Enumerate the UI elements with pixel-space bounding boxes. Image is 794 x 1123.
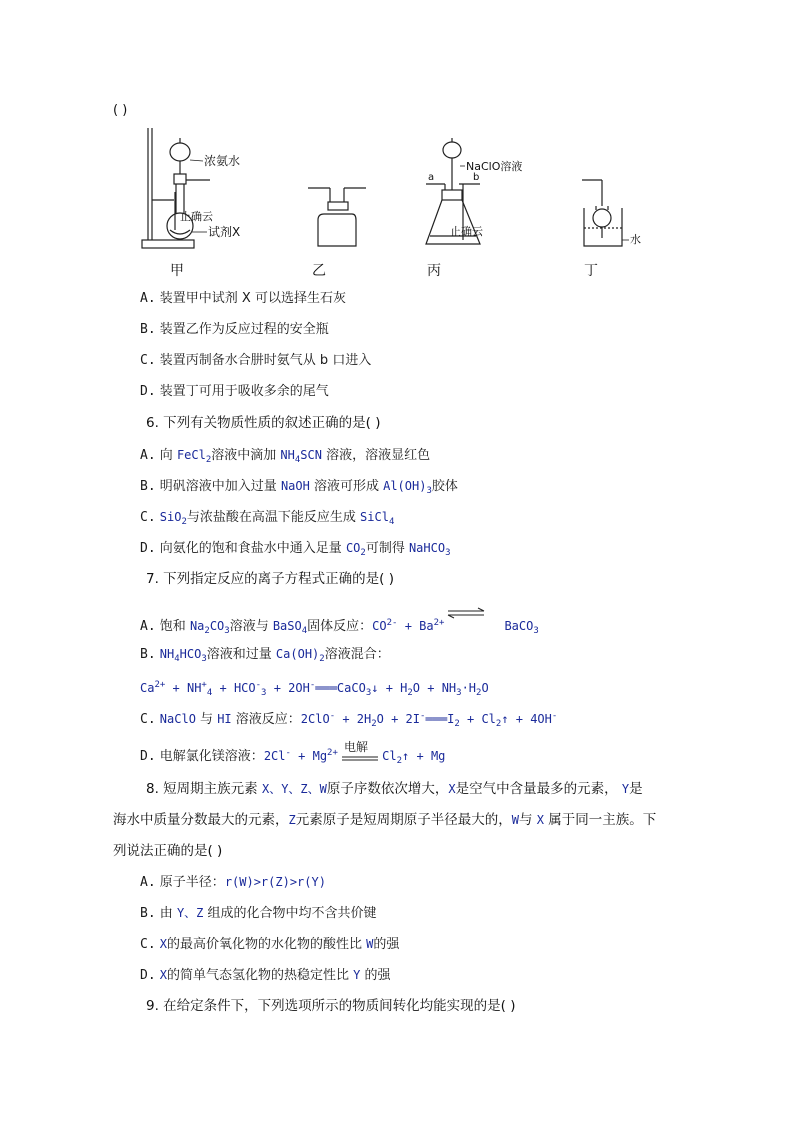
q7-option-b: B. $NH_4HCO_3$溶液和过量 $Ca(OH)_2$溶液混合： (140, 647, 390, 664)
q5-option-c: C. 装置丙制备水合肼时氨气从 b 口进入 (140, 353, 372, 368)
q8-stem-line3: 列说法正确的是( ) (113, 843, 223, 859)
q5-option-b: B. 装置乙作为反应过程的安全瓶 (140, 322, 329, 337)
caption-jia: 甲 (170, 263, 184, 279)
label-bing-mid: 止确云 (450, 225, 483, 238)
q6-option-b: B. 明矾溶液中加入过量 NaOH 溶液可形成 $Al(OH)_3$胶体 (140, 479, 458, 496)
q5-option-d: D. 装置丁可用于吸收多余的尾气 (140, 384, 329, 399)
reversible-arrow-icon (444, 620, 504, 634)
q8-stem-line1: 8. 短周期主族元素 X、Y、Z、W原子序数依次增大，X是空气中含量最多的元素， Y是 (146, 781, 643, 797)
q8-option-d: D. X的简单气态氢化物的热稳定性比 Y 的强 (140, 968, 391, 983)
apparatus-yi (308, 188, 366, 246)
apparatus-ding (582, 180, 622, 246)
apparatus-drawing (130, 128, 650, 278)
q8-option-c: C. X的最高价氧化物的水化物的酸性比 W的强 (140, 937, 400, 952)
q7-option-b-equation: $Ca^{2+} + NH^+_4 + HCO^-_3$ + 2OH-═══CaCO$_3$↓ + $H_2O + NH_3\cdot H_2O$ (140, 680, 489, 698)
q7-option-c: C. NaClO 与 HI 溶液反应：$2ClO^- + 2H_2O$ + $2I^-═══I_2$ + $Cl_2↑ + 4OH^-$ (140, 711, 558, 729)
q7-option-a: A. 饱和 $Na_2CO_3$溶液与 BaSO$_4$固体反应：$CO^{2-} + Ba^{2+}$ BaCO$_3$ (140, 614, 539, 640)
q6-stem: 6. 下列有关物质性质的叙述正确的是( ) (146, 415, 381, 431)
label-jia-bot: 试剂X (208, 225, 241, 239)
q6-option-c: C. SiO$_2$与浓盐酸在高温下能反应生成 SiCl$_4$ (140, 510, 395, 527)
q8-stem-line2: 海水中质量分数最大的元素，Z元素原子是短周期原子半径最大的，W与 X 属于同一主族。下 (113, 812, 657, 828)
electrolysis-arrow: 电解 (344, 739, 369, 754)
apparatus-jia (142, 128, 210, 248)
caption-yi: 乙 (312, 263, 326, 279)
q6-option-a: A. 向 FeCl$_2$溶液中滴加 $NH_4SCN$ 溶液，溶液显红色 (140, 448, 431, 465)
q5-option-a: A. 装置甲中试剂 X 可以选择生石灰 (140, 291, 346, 306)
q7-option-d: D. 电解氯化镁溶液：$2Cl^- + Mg^{2+}$ 电解 $Cl_2↑ + Mg$ (140, 739, 446, 766)
label-jia-mid: 止确云 (180, 210, 213, 223)
caption-bing: 丙 (427, 263, 441, 279)
label-bing-top: NaClO溶液 (466, 160, 523, 173)
label-jia-top: 浓氨水 (204, 154, 241, 168)
label-bing-a: a (428, 172, 435, 183)
answer-bracket: ( ) (113, 103, 128, 118)
q9-stem: 9. 在给定条件下，下列选项所示的物质间转化均能实现的是( ) (146, 998, 516, 1014)
q6-option-d: D. 向氨化的饱和食盐水中通入足量 $CO_2$可制得 NaHCO$_3$ (140, 541, 451, 558)
label-bing-b: b (473, 172, 480, 183)
caption-ding: 丁 (584, 263, 598, 279)
apparatus-figure (130, 128, 650, 278)
label-ding-water: 水 (630, 233, 641, 246)
q8-option-b: B. 由 Y、Z 组成的化合物中均不含共价键 (140, 906, 377, 921)
q8-option-a: A. 原子半径：r(W)>r(Z)>r(Y) (140, 875, 326, 890)
q7-stem: 7. 下列指定反应的离子方程式正确的是( ) (146, 571, 394, 587)
